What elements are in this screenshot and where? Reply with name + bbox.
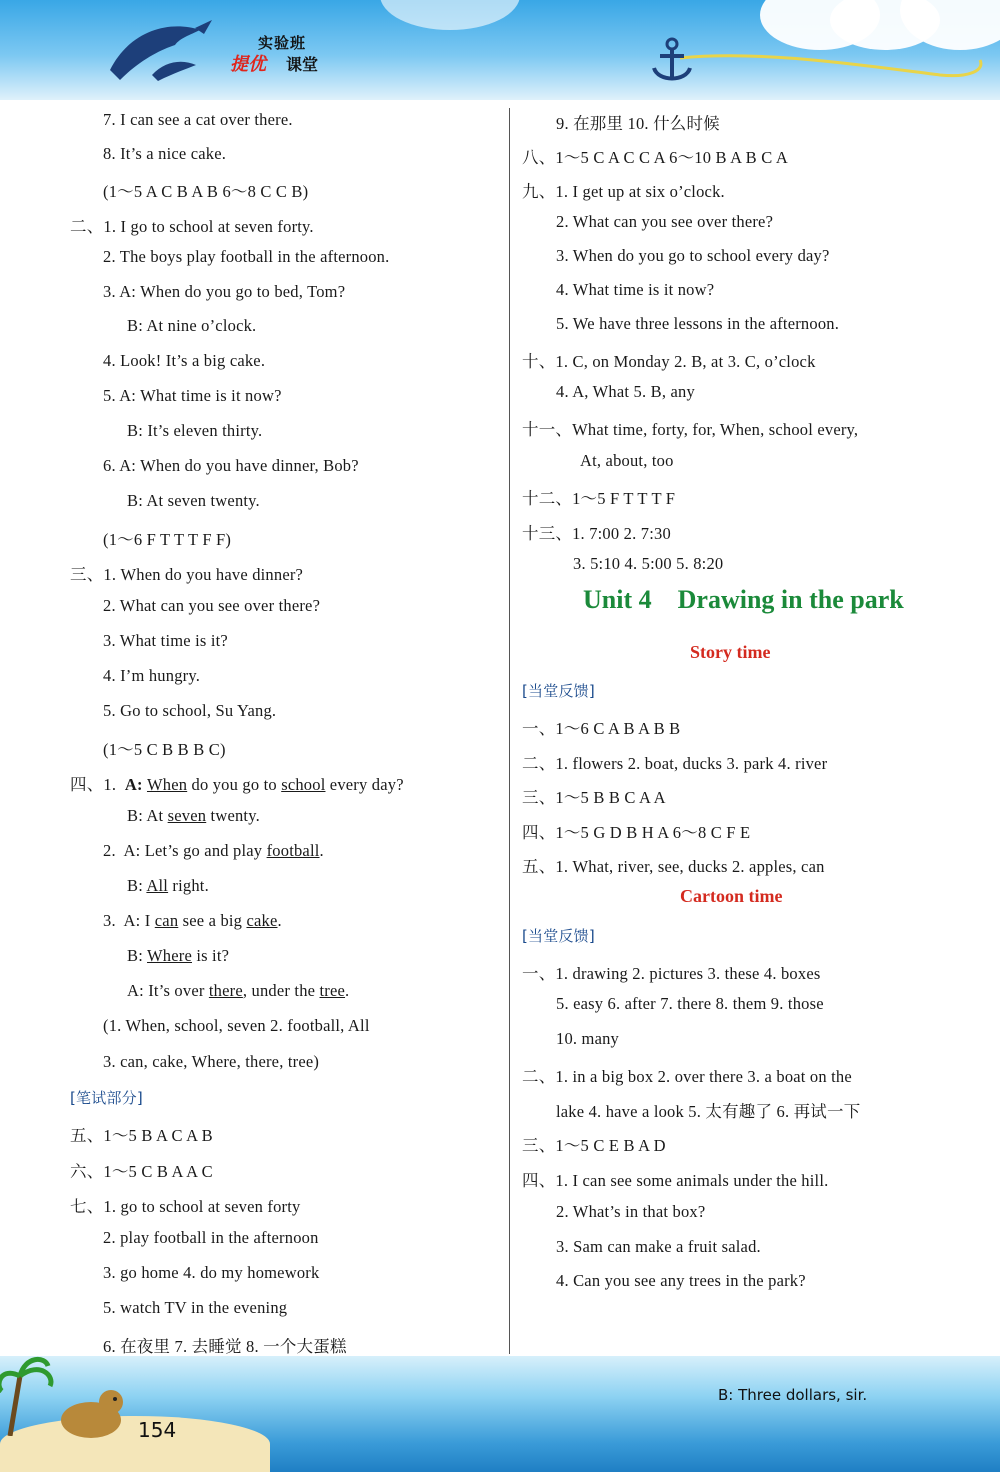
answer-line: 九、1. I get up at six o’clock.: [522, 182, 725, 201]
q4-text: is it?: [192, 946, 230, 965]
cartoon-time-title: Cartoon time: [680, 886, 783, 906]
answer-line: 二、1. in a big box 2. over there 3. a boat on the: [522, 1067, 852, 1086]
answer-line: (1～5 C B B B C): [103, 740, 226, 759]
answer-line: (1. When, school, seven 2. football, All: [103, 1016, 370, 1035]
answer-line: 三、1. When do you have dinner?: [70, 565, 304, 584]
q4-line3: [103, 841, 324, 861]
answer-line: 六、1～5 C B A A C: [70, 1162, 213, 1181]
answer-line: 3. 5:10 4. 5:00 5. 8:20: [573, 554, 724, 573]
q4-text: B:: [127, 946, 148, 965]
answer-line: 2. play football in the afternoon: [103, 1228, 319, 1247]
small-dolphin-icon: [150, 55, 200, 85]
q4-line4: [127, 876, 209, 896]
q4-text: B: At: [127, 806, 168, 825]
answer-line: 十一、What time, forty, for, When, school every,: [522, 420, 859, 439]
answer-line: 2. What can you see over there?: [103, 596, 321, 615]
brand-line2a: 提优: [230, 54, 266, 75]
q4-text: A: It’s over: [127, 981, 209, 1000]
q4-text: twenty.: [206, 806, 260, 825]
q4-line2: [127, 806, 260, 826]
blank-answer: can: [154, 911, 179, 930]
q4-lead: 四、1.: [70, 775, 117, 794]
q4-text: , under the: [242, 981, 320, 1000]
answer-line: 5. watch TV in the evening: [103, 1298, 288, 1317]
answer-line: 2. What’s in that box?: [556, 1202, 706, 1221]
q4-line7: [127, 981, 349, 1001]
answer-line: 9. 在那里 10. 什么时候: [556, 114, 720, 133]
q4-num: 2.: [103, 841, 116, 860]
answer-line: 3. A: When do you go to bed, Tom?: [103, 282, 346, 301]
answer-line: 5. easy 6. after 7. there 8. them 9. those: [556, 994, 824, 1013]
column-divider: [509, 108, 510, 1354]
section-tag: [笔试部分]: [70, 1089, 143, 1107]
section-tag: [当堂反馈]: [522, 927, 595, 945]
q4-line5: [103, 911, 282, 931]
answer-line: 3. go home 4. do my homework: [103, 1263, 320, 1282]
q4-text: right.: [168, 876, 209, 895]
answer-line: lake 4. have a look 5. 太有趣了 6. 再试一下: [556, 1102, 861, 1121]
blank-answer: All: [146, 876, 169, 895]
answer-line: 四、1. I can see some animals under the hill.: [522, 1171, 829, 1190]
answer-line: 4. Can you see any trees in the park?: [556, 1271, 806, 1290]
blank-answer: tree: [319, 981, 346, 1000]
footer-note: B: Three dollars, sir.: [718, 1386, 868, 1404]
answer-line: 3. Sam can make a fruit salad.: [556, 1237, 761, 1256]
answer-line: 十三、1. 7:00 2. 7:30: [522, 524, 671, 543]
answer-line: 2. What can you see over there?: [556, 212, 774, 231]
q4-speaker: A:: [124, 775, 147, 794]
answer-line: 10. many: [556, 1029, 620, 1048]
page-number: 154: [138, 1418, 177, 1442]
page-footer: [0, 1356, 1000, 1472]
blank-answer: Where: [147, 946, 192, 965]
q4-line6: [127, 946, 229, 966]
page-header: [0, 0, 1000, 100]
answer-line: 4. Look! It’s a big cake.: [103, 351, 266, 370]
blank-answer: seven: [167, 806, 207, 825]
q4-text: A: Let’s go and play: [123, 841, 267, 860]
answer-line: 二、1. I go to school at seven forty.: [70, 217, 314, 236]
answer-line: 七、1. go to school at seven forty: [70, 1197, 301, 1216]
answer-line: 4. I’m hungry.: [103, 666, 201, 685]
blank-answer: When: [146, 775, 188, 794]
answer-line: 八、1～5 C A C C A 6～10 B A B C A: [522, 148, 788, 167]
unit-name: Drawing in the park: [677, 585, 904, 614]
answer-line: 十二、1～5 F T T T F: [522, 489, 676, 508]
answer-line: B: At seven twenty.: [127, 491, 260, 510]
answer-line: 5. We have three lessons in the afternoon.: [556, 314, 840, 333]
q4-text: .: [277, 911, 282, 930]
q4-num: 3.: [103, 911, 116, 930]
answer-line: B: At nine o’clock.: [127, 316, 257, 335]
answer-line: 6. 在夜里 7. 去睡觉 8. 一个大蛋糕: [103, 1337, 347, 1356]
q4-text: B:: [127, 876, 147, 895]
brand-line2b: 课堂: [286, 55, 319, 74]
section-tag: [当堂反馈]: [522, 682, 595, 700]
q4-line1: [70, 771, 404, 795]
answer-line: 4. What time is it now?: [556, 280, 715, 299]
palm-tree-icon: [0, 1356, 60, 1436]
answer-line: 4. A, What 5. B, any: [556, 382, 695, 401]
answer-line: 6. A: When do you have dinner, Bob?: [103, 456, 359, 475]
unit-title: [583, 585, 904, 615]
q4-text: do you go to: [187, 775, 282, 794]
q4-text: A: I: [123, 911, 155, 930]
answer-line: 7. I can see a cat over there.: [103, 110, 293, 129]
answer-line: 8. It’s a nice cake.: [103, 144, 227, 163]
answer-line: 五、1. What, river, see, ducks 2. apples, can: [522, 857, 825, 876]
answer-line: 3. What time is it?: [103, 631, 228, 650]
story-time-title: Story time: [690, 642, 771, 662]
answer-line: 十、1. C, on Monday 2. B, at 3. C, o’clock: [522, 352, 816, 371]
q4-text: see a big: [178, 911, 247, 930]
brand-logo: [230, 30, 350, 74]
blank-answer: school: [281, 775, 326, 794]
answer-line: B: It’s eleven thirty.: [127, 421, 263, 440]
brand-line1: 实验班: [258, 34, 307, 52]
anchor-rope-icon: [640, 30, 1000, 90]
answer-line: 四、1～5 G D B H A 6～8 C F E: [522, 823, 751, 842]
answer-line: 5. A: What time is it now?: [103, 386, 282, 405]
seal-icon: [55, 1384, 135, 1444]
answer-line: (1～5 A C B A B 6～8 C C B): [103, 182, 309, 201]
answer-line: At, about, too: [580, 451, 674, 470]
answer-line: 2. The boys play football in the afternoon.: [103, 247, 390, 266]
q4-text: .: [345, 981, 350, 1000]
answer-line: 3. can, cake, Where, there, tree): [103, 1052, 320, 1071]
cloud-decoration: [380, 0, 520, 30]
blank-answer: football: [266, 841, 320, 860]
answer-line: (1～6 F T T T F F): [103, 530, 232, 549]
blank-answer: there: [208, 981, 243, 1000]
answer-line: 3. When do you go to school every day?: [556, 246, 830, 265]
answer-line: 一、1. drawing 2. pictures 3. these 4. boxes: [522, 964, 821, 983]
answer-line: 一、1～6 C A B A B B: [522, 719, 681, 738]
answer-line: 三、1～5 B B C A A: [522, 788, 666, 807]
q4-text: .: [319, 841, 324, 860]
answer-line: 5. Go to school, Su Yang.: [103, 701, 277, 720]
blank-answer: cake: [246, 911, 278, 930]
answer-line: 三、1～5 C E B A D: [522, 1136, 666, 1155]
q4-text: every day?: [325, 775, 404, 794]
answer-line: 二、1. flowers 2. boat, ducks 3. park 4. river: [522, 754, 828, 773]
unit-number: Unit 4: [583, 585, 652, 614]
answer-line: 五、1～5 B A C A B: [70, 1126, 213, 1145]
